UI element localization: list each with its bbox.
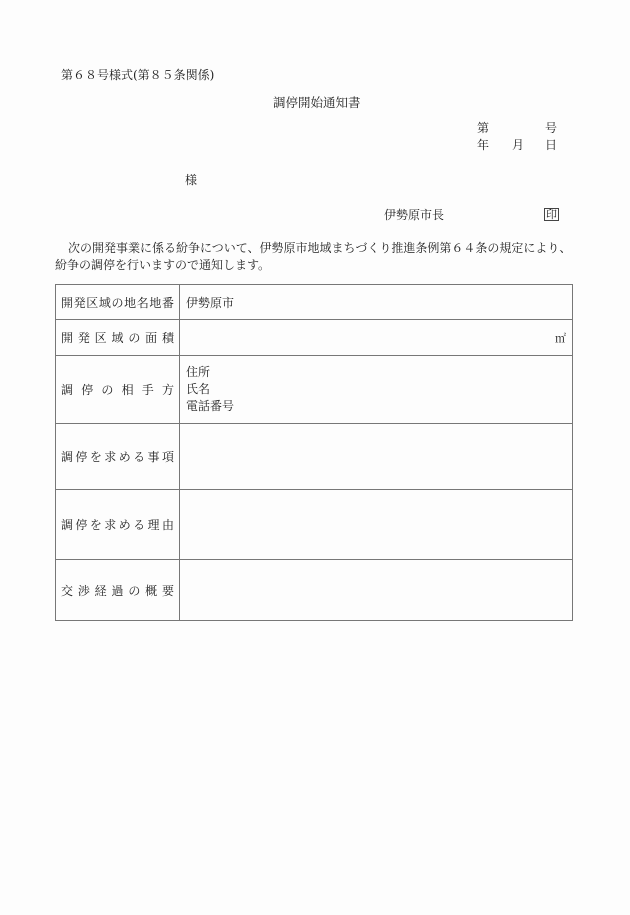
label-mediation-reason: 調停を求める理由 xyxy=(56,490,180,560)
date-year: 年 xyxy=(477,138,490,152)
table-row xyxy=(56,424,573,490)
date-month: 月 xyxy=(512,138,525,152)
counterparty-phone-label: 電話番号 xyxy=(186,399,235,413)
form-table xyxy=(55,284,573,621)
sender-name: 伊勢原市長 xyxy=(384,208,445,222)
seal-icon: 印 xyxy=(546,208,557,221)
number-prefix: 第 xyxy=(477,121,490,135)
body-text: 次の開発事業に係る紛争について、伊勢原市地域まちづくり推進条例第６４条の規定により、紛争の調停を行いますので通知します。 xyxy=(55,241,572,272)
table-row xyxy=(56,356,573,424)
number-suffix: 号 xyxy=(545,121,558,135)
value-land-lot[interactable]: 伊勢原市 xyxy=(180,285,573,320)
addressee-honorific: 様 xyxy=(185,173,198,187)
label-mediation-matters: 調停を求める事項 xyxy=(56,424,180,490)
value-negotiation-summary[interactable] xyxy=(180,560,573,621)
table-row xyxy=(56,490,573,560)
area-unit: ㎡ xyxy=(555,331,566,345)
label-counterparty: 調停の相手方 xyxy=(56,356,180,424)
table-row xyxy=(56,560,573,621)
counterparty-address-label: 住所 xyxy=(186,365,211,379)
value-counterparty[interactable] xyxy=(180,356,573,424)
table-row xyxy=(56,285,573,320)
label-negotiation-summary: 交渉経過の概要 xyxy=(56,560,180,621)
label-land-lot: 開発区域の地名地番 xyxy=(56,285,180,320)
document-title: 調停開始通知書 xyxy=(273,95,361,110)
label-area: 開発区域の面積 xyxy=(56,320,180,356)
value-mediation-matters[interactable] xyxy=(180,424,573,490)
value-area[interactable] xyxy=(180,320,573,356)
date-day: 日 xyxy=(545,138,558,152)
table-row xyxy=(56,320,573,356)
value-mediation-reason[interactable] xyxy=(180,490,573,560)
counterparty-name-label: 氏名 xyxy=(186,382,211,396)
form-number: 第６８号様式(第８５条関係) xyxy=(61,68,215,82)
